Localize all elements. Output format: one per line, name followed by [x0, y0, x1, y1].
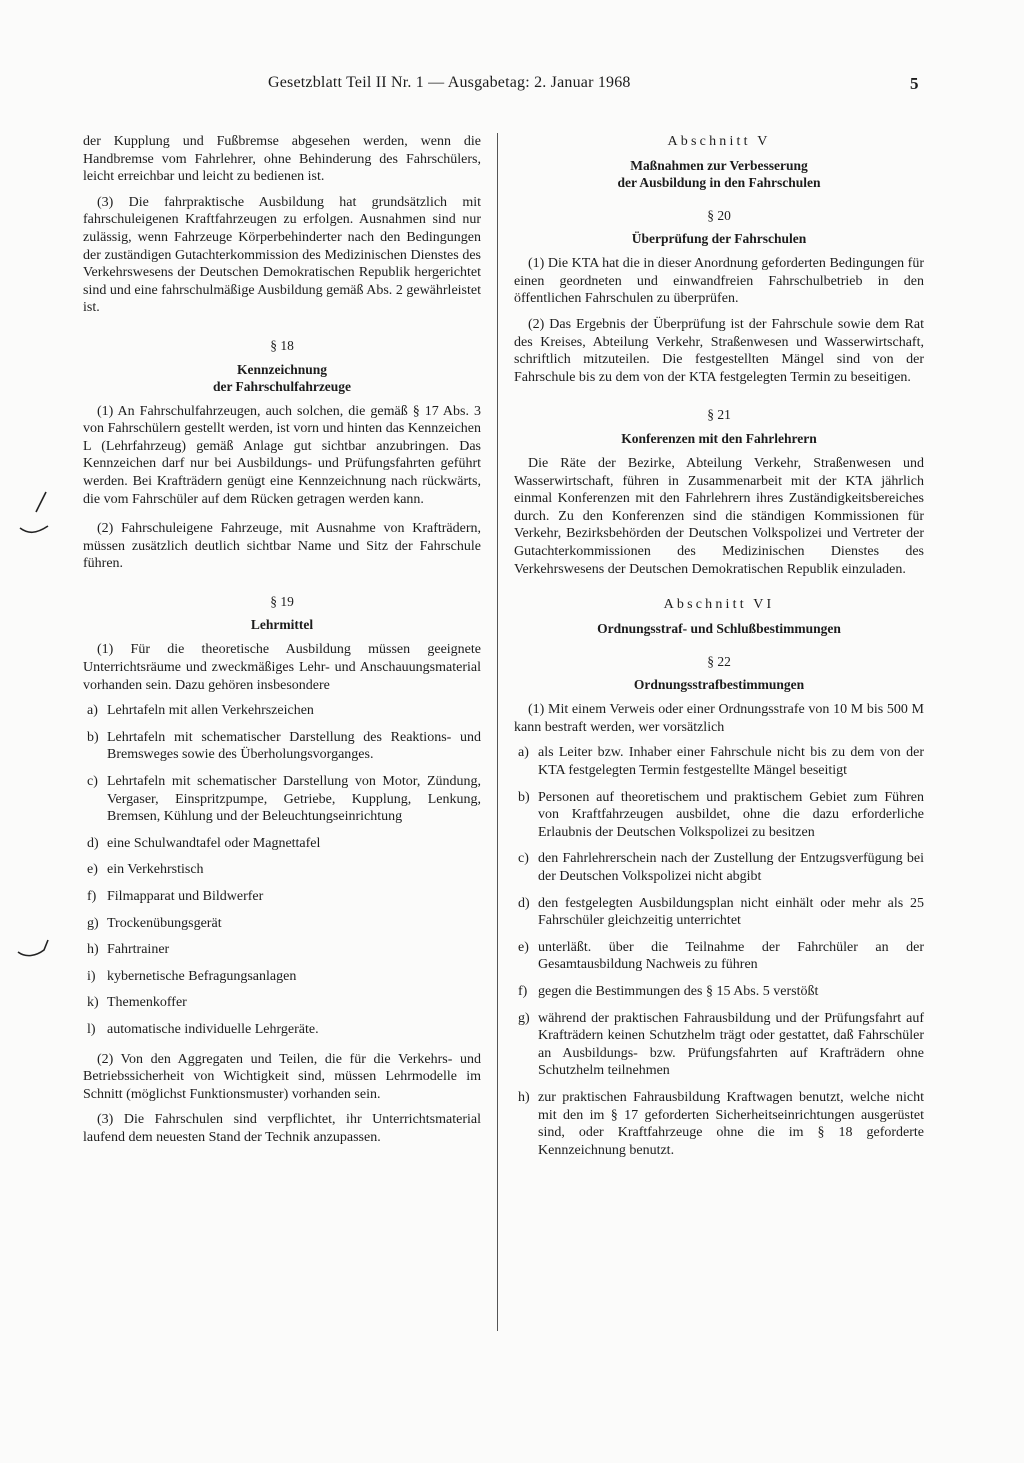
s19-items [83, 702, 481, 1038]
abschnitt-5-title [514, 157, 924, 191]
abschnitt-5-label: Abschnitt V [667, 134, 771, 149]
list-item: a) Lehrtafeln mit allen Verkehrszeichen [87, 703, 314, 719]
list-item: d) eine Schulwandtafel oder Magnettafel [87, 835, 321, 851]
s22-number: § 22 [707, 653, 731, 669]
column-divider [497, 133, 498, 1331]
abschnitt-5-title-line-2: der Ausbildung in den Fahrschulen [617, 174, 821, 190]
margin-tick-icon [14, 938, 54, 968]
s20-number: § 20 [707, 207, 731, 223]
list-item: f) Filmapparat und Bildwerfer [87, 889, 264, 904]
page-number: 5 [910, 74, 919, 93]
s22-paragraph-1: (1) Mit einem Verweis oder einer Ordnungsstrafe von 10 M bis 500 M kann bestraft werden, wer vorsätzlich [514, 702, 924, 735]
right-column [514, 133, 924, 1168]
s18-number: § 18 [270, 337, 294, 353]
continued-paragraph: der Kupplung und Fußbremse abgesehen werden, wenn die Handbremse vom Fahrlehrer, ohne Behinderung des Fahrschülers, leicht erreichbar und leicht zu bedienen ist. [83, 134, 481, 185]
list-item: h) Fahrtrainer [87, 942, 170, 958]
abschnitt-6-label: Abschnitt VI [663, 597, 775, 613]
s18-paragraph-2: (2) Fahrschuleigene Fahrzeuge, mit Ausnahme von Krafträdern, müssen zusätzlich deutlich sichtbar Name und Sitz der Fahrschule führen. [83, 521, 481, 572]
list-item: c) den Fahrlehrerschein nach der Zustellung der Entzugsverfügung bei der Deutschen Volkspolizei nicht abgibt [518, 851, 924, 885]
margin-check-mark-icon [14, 490, 54, 550]
list-item: b) Lehrtafeln mit schematischer Darstellung des Reaktions- und Bremsweges sowie des Überholungsvorganges. [87, 729, 481, 763]
list-item: f) gegen die Bestimmungen des § 15 Abs. 5 verstößt [518, 984, 819, 999]
list-item: i) kybernetische Befragungsanlagen [87, 968, 297, 984]
list-item: l) automatische individuelle Lehrgeräte. [87, 1021, 319, 1037]
list-item: k) Themenkoffer [87, 995, 187, 1011]
s22-items [514, 744, 924, 1159]
s19-paragraph-2: (2) Von den Aggregaten und Teilen, die für die Verkehrs- und Betriebssicherheit von Wichtigkeit sind, müssen Lehrmodelle im Schnitt (möglichst Funktionsmuster) vorhanden sein. [83, 1051, 481, 1102]
s19-number: § 19 [270, 593, 294, 609]
s22-title: Ordnungsstrafbestimmungen [633, 677, 805, 693]
list-item: e) ein Verkehrstisch [87, 862, 204, 878]
s20-title: Überprüfung der Fahrschulen [631, 231, 807, 247]
abschnitt-6-title: Ordnungsstraf- und Schlußbestimmungen [597, 620, 841, 636]
list-item: d) den festgelegten Ausbildungsplan nicht einhält oder mehr als 25 Fahrschüler gleichzeitig unterrichtet [518, 895, 924, 929]
s17-paragraph-3: (3) Die fahrpraktische Ausbildung hat grundsätzlich mit fahrschuleigenen Kraftfahrzeugen zu erfolgen. Ausnahmen sind nur zulässig, wenn Fahrzeuge Körperbehinderter nach den Bedingungen der zuständigen Gutachterkommission des Medizinischen Dienstes des Verkehrswesens der Deutschen Demokratischen Republik hergerichtet sind und eine fahrschulmäßige Ausbildung gemäß Abs. 2 gewährleistet ist. [83, 194, 481, 316]
left-column [83, 133, 481, 1155]
s21-number: § 21 [707, 407, 731, 423]
list-item: g) während der praktischen Fahrausbildung und der Prüfungsfahrt auf Krafträdern keinen Schutzhelm trägt oder gestattet, daß Fahrschüler an Ausbildungs- bzw. Prüfungsfahrten auf Krafträdern ohne Schutzhelm teilnehmen [518, 1010, 924, 1079]
s19-title: Lehrmittel [250, 617, 314, 633]
list-item: e) unterläßt. über die Teilnahme der Fahrchüler an der Gesamtausbildung Nachweis zu führen [518, 939, 924, 973]
list-item: h) zur praktischen Fahrausbildung Kraftwagen benutzt, welche nicht mit den im § 17 geforderten Sicherheitseinrichtungen ausgerüstet sind, oder Kraftfahrzeuge ohne die im § 18 geforderte Kennzeichnung benutzt. [518, 1089, 924, 1158]
s18-title-line-1: Kennzeichnung [236, 361, 328, 377]
list-item: g) Trockenübungsgerät [87, 915, 222, 931]
list-item: c) Lehrtafeln mit schematischer Darstellung von Motor, Zündung, Vergaser, Einspritzpumpe, Getriebe, Kupplung, Lenkung, Bremsen, Kühlung und der Beleuchtungseinrichtung [87, 774, 481, 825]
s21-title: Konferenzen mit den Fahrlehrern [621, 430, 817, 446]
list-item: b) Personen auf theoretischem und praktischem Gebiet zum Führen von Kraftfahrzeugen ausbildet, ohne die dazu erforderliche Erlaubnis der Deutschen Volkspolizei zu besitzen [518, 789, 924, 840]
gazette-title: Gesetzblatt Teil II Nr. 1 — Ausgabetag: 2. Januar 1968 [268, 74, 631, 91]
s20-paragraph-2: (2) Das Ergebnis der Überprüfung ist der Fahrschule sowie dem Rat des Kreises, Abteilung Verkehr, Straßenwesen und Wasserwirtschaft, schriftlich mitzuteilen. Die festgestellten Mängel sind von der Fahrschule bis zu dem von der KTA festgelegten Termin zu beseitigen. [514, 316, 924, 385]
list-item: a) als Leiter bzw. Inhaber einer Fahrschule nicht bis zu dem von der KTA festgelegten Termin festgestellte Mängel beseitigt [518, 745, 924, 779]
s20-paragraph-1: (1) Die KTA hat die in dieser Anordnung geforderten Bedingungen für einen geordneten und einwandfreien Fahrschulbetrieb in den öffentlichen Fahrschulen zu überprüfen. [514, 256, 924, 307]
s18-title [83, 361, 481, 395]
s18-paragraph-1: (1) An Fahrschulfahrzeugen, auch solchen, die gemäß § 17 Abs. 3 von Fahrschülern gestellt werden, ist vorn und hinten das Kennzeichen L (Lehrfahrzeug) gemäß Anlage gut sichtbar anzubringen. Das Kennzeichen darf nur bei Ausbildungs- und Prüfungsfahrten geführt werden. Bei Krafträdern genügt eine Kennzeichnung nach rückwärts, die vom Fahrschüler auf dem Rücken getragen werden kann. [83, 403, 481, 507]
page-header [0, 74, 1024, 102]
abschnitt-5-title-line-1: Maßnahmen zur Verbesserung [630, 157, 808, 173]
s18-title-line-2: der Fahrschulfahrzeuge [212, 378, 352, 394]
s19-paragraph-3: (3) Die Fahrschulen sind verpflichtet, ihr Unterrichtsmaterial laufend dem neuesten Stand der Technik anzupassen. [83, 1112, 481, 1145]
s19-paragraph-1: (1) Für die theoretische Ausbildung müssen geeignete Unterrichtsräume und zweckmäßiges Lehr- und Anschauungsmaterial vorhanden sein. Dazu gehören insbesondere [83, 642, 481, 693]
s21-paragraph-1: Die Räte der Bezirke, Abteilung Verkehr, Straßenwesen und Wasserwirtschaft, führen in Zusammenarbeit mit der KTA jährlich einmal Konferenzen mit den Fahrlehrern ihres Zuständigkeitsbereiches durch. Zu den Konferenzen sind die ständigen Kommissionen für Verkehr, Bezirksbehörden der Deutschen Volkspolizei und Vertreter der Gutachterkommissionen des Medizinischen Dienstes des Verkehrswesens der Deutschen Demokratischen Republik einzuladen. [514, 455, 924, 577]
